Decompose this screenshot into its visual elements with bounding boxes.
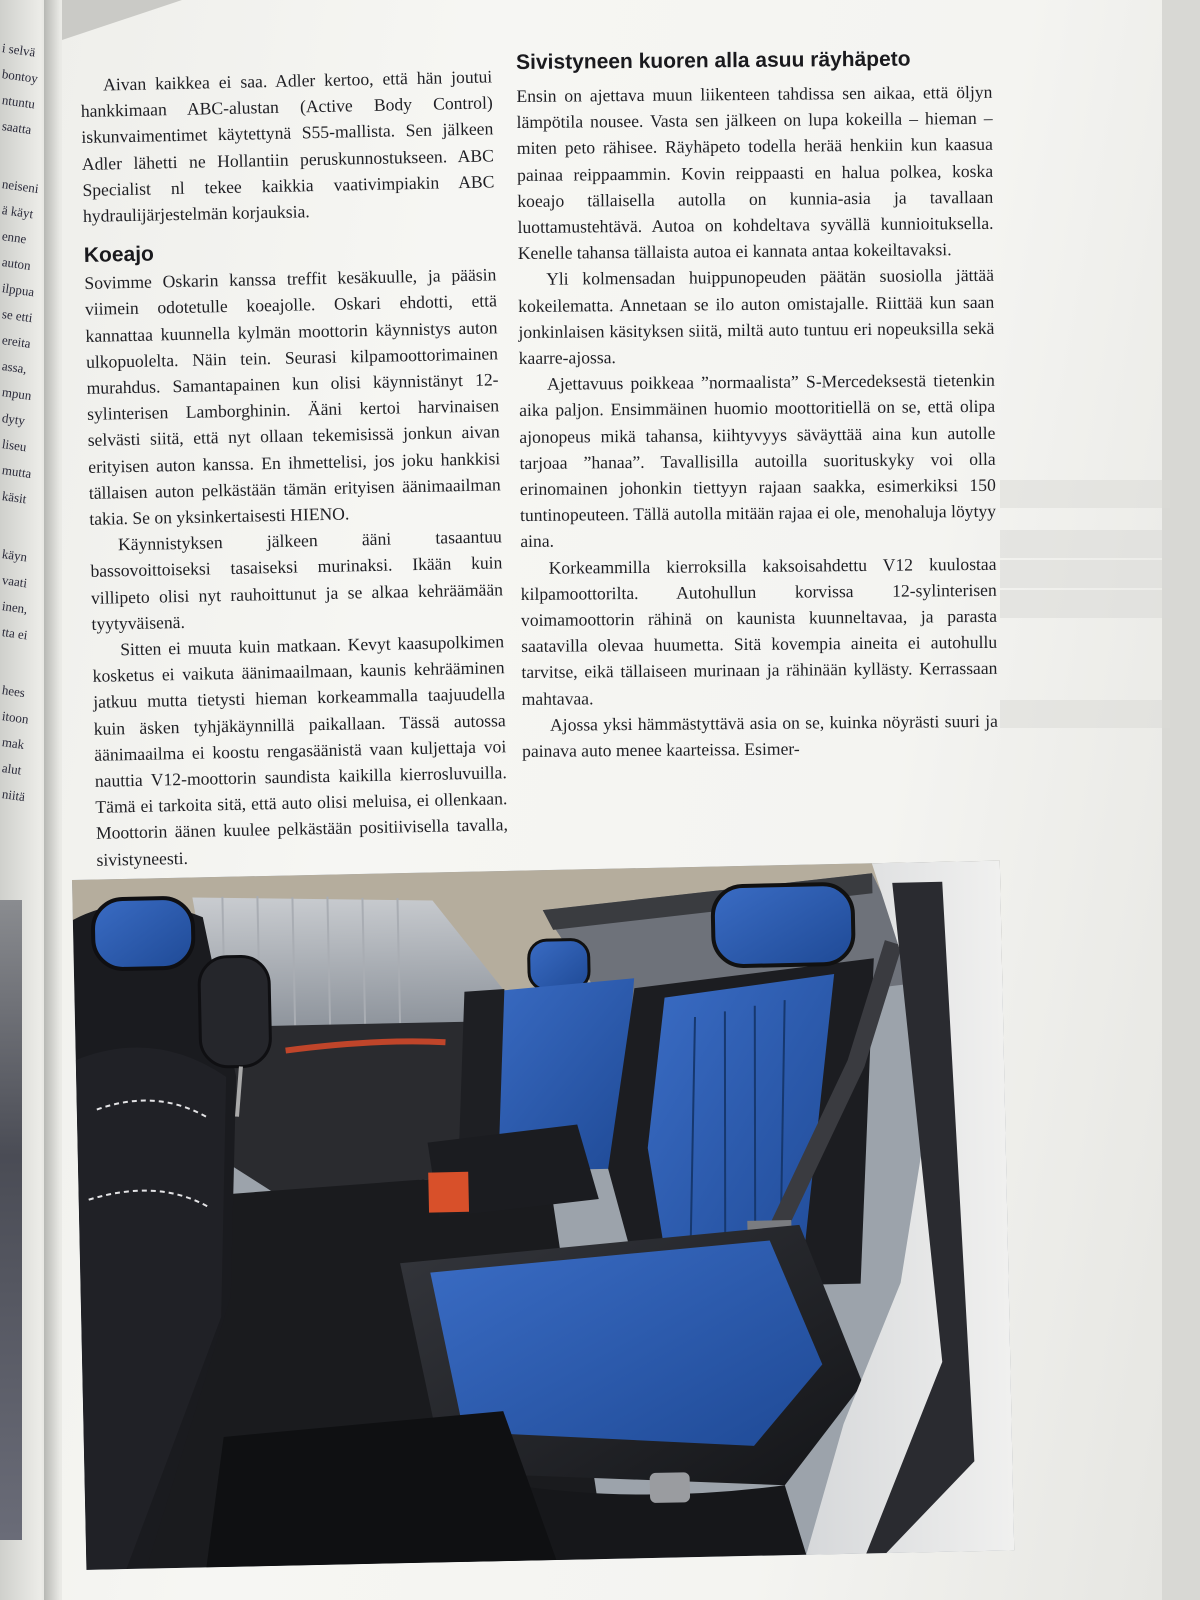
car-interior-photo — [72, 861, 1014, 1570]
neighbor-page-photo-edge — [0, 900, 22, 1540]
rear-seat-illustration — [72, 861, 1014, 1570]
neighbor-text-fragment: liseu — [1, 436, 28, 455]
neighbor-text-fragment: mpun — [1, 384, 33, 404]
neighbor-text-fragment: vaati — [1, 572, 29, 591]
neighbor-text-fragment: käsit — [1, 488, 28, 507]
body-paragraph: Korkeammilla kierroksilla kaksoisahdettu V12 kuulostaa kilpamoottorilta. Autohullun korvissa 12-sylinterisen voimamoottorin rähinä on kaunista kuunneltavaa, ja parasta saatavilla olevaa huumetta. Sitä kovempia aineita ei autohullu tarvitse, eikä tällaiseen murinaan ja rähinään kyllästy. Kerrassaan mahtavaa. — [520, 553, 998, 709]
section-heading: Koeajo — [83, 242, 155, 268]
neighbor-text-fragment: mak — [1, 734, 26, 753]
neighbor-text-fragment: inen, — [1, 598, 29, 617]
neighbor-text-fragment: enne — [1, 228, 28, 247]
neighbor-text-fragment: dyty — [1, 410, 27, 429]
body-paragraph: Sitten ei muuta kuin matkaan. Kevyt kaasupolkimen kosketus ei vaikuta äänimaailmaan, kaunis kehrääminen jatkuu mutta tietysti hieman korkeammalla taajuudella kuin äsken tyhjäkäynnillä paikallaan. Tässä autossa äänimaailma ei koostu rengasäänistä vaan kuljettaja voi nauttia V12-moottorin saundista kaikilla kierrosluvuilla. Tämä ei tarkoita sitä, että auto olisi meluisa, ei ollenkaan. Moottorin äänen kuulee pelkästään positiivisella tavalla, sivistyneesti. — [92, 631, 509, 870]
neighbor-text-fragment: bontoy — [1, 66, 39, 86]
right-text-column — [516, 46, 998, 764]
neighbor-text-fragment: saatta — [1, 118, 33, 138]
neighbor-text-fragment: se etti — [1, 306, 34, 326]
body-paragraph: Käynnistyksen jälkeen ääni tasaantuu bassovoittoiseksi tasaiseksi murinaksi. Ikään kuin villipeto olisi nyt rauhoittunut ja se alkaa kehräämään tyytyväisenä. — [90, 526, 504, 634]
neighbor-text-fragment: tta ei — [1, 624, 29, 643]
body-paragraph: Ajettavuus poikkeaa ”normaalista” S-Mercedeksestä tietenkin aika paljon. Ensimmäinen huomio moottoritiellä on se, että olipa ajonopeus mikä tahansa, kiihtyvyys säväyttää aina kun autolle tarjoaa ”hanaa”. Tavallisilla autoilla suorituskyky voi olla erinomainen johonkin tiettyyn rajaan saakka, esimerkiksi 150 tuntinopeuteen. Tällä autolla mitään rajaa ei ole, menohaluja löytyy aina. — [519, 370, 997, 552]
neighbor-text-fragment: ä käyt — [1, 202, 35, 222]
neighbor-text-fragment: ereita — [1, 332, 32, 351]
neighbor-text-fragment: neiseni — [1, 176, 40, 197]
neighbor-text-fragment: itoon — [1, 708, 30, 727]
section-heading: Sivistyneen kuoren alla asuu räyhäpeto — [516, 47, 911, 74]
neighbor-text-fragment: alut — [1, 760, 23, 778]
left-text-column — [80, 63, 509, 872]
neighbor-text-fragment: niitä — [1, 786, 26, 805]
body-paragraph: Aivan kaikkea ei saa. Adler kertoo, että hän joutui hankkimaan ABC-alustan (Active Body Control) iskunvaimentimet käytettynä S55-mallista. Sen jälkeen Adler lähetti ne Hollantiin peruskunnostukseen. ABC Specialist nl tekee kaikkia vaativimpiakin ABC hydraulijärjestelmän korjauksia. — [80, 66, 495, 226]
neighbor-text-fragment: auton — [1, 254, 32, 273]
neighbor-text-fragment: ilppua — [1, 280, 36, 300]
neighbor-text-fragment: i selvä — [1, 40, 37, 60]
body-paragraph: Ensin on ajettava muun liikenteen tahdissa sen aikaa, että öljyn lämpötila nousee. Vasta sen jälkeen on lupa kokeilla – hieman – miten peto rähisee. Räyhäpeto todella herää henkiin kun kaasua painaa reippaammin. Kovin reippaasti en halua polkea, koska koeajo tällaisella autolla on kunnia-asia ja tavallaan luottamustehtävä. Autoa on kohdeltava syvällä kunnioituksella. Kenelle tahansa tällaista autoa ei kannata antaa kokeiltavaksi. — [516, 81, 994, 264]
body-paragraph: Sovimme Oskarin kanssa treffit kesäkuulle, ja pääsin viimein odotetulle koeajolle. Oskari ehdotti, että kannattaa kuunnella kylmän moottorin käynnistys auton ulkopuolelta. Näin tein. Seurasi kilpamoottorimainen murahdus. Samantapainen kun olisi käynnistänyt 12-sylinterisen Lamborghinin. Ääni kertoi harvinaisen selvästi siitä, että nyt ollaan tekemisissä jonkun aivan erityisen auton kanssa. En ihmettelisi, jos joku hankkisi tällaisen auton pelkästään tämän erityisen äänimaailman takia. Se on yksinkertaisesti HIENO. — [84, 264, 501, 529]
body-paragraph: Ajossa yksi hämmästyttävä asia on se, kuinka nöyrästi suuri ja painava auto menee kaarteissa. Esimer- — [522, 710, 998, 762]
page-corner-shadow — [62, 0, 182, 40]
neighbor-text-fragment: mutta — [1, 462, 33, 482]
neighbor-text-fragment: hees — [1, 682, 26, 701]
neighbor-text-fragment: ntuntu — [1, 92, 37, 112]
body-paragraph: Yli kolmensadan huippunopeuden päätän suosiolla jättää kokeilematta. Annetaan se ilo auton omistajalle. Riittää kun saan jonkinlaisen käsityksen siitä, miltä auto tuntuu eri nopeuksilla sekä kaarre-ajossa. — [518, 265, 995, 369]
neighbor-text-fragment: assa, — [1, 358, 28, 377]
neighbor-text-fragment: käyn — [1, 546, 29, 565]
